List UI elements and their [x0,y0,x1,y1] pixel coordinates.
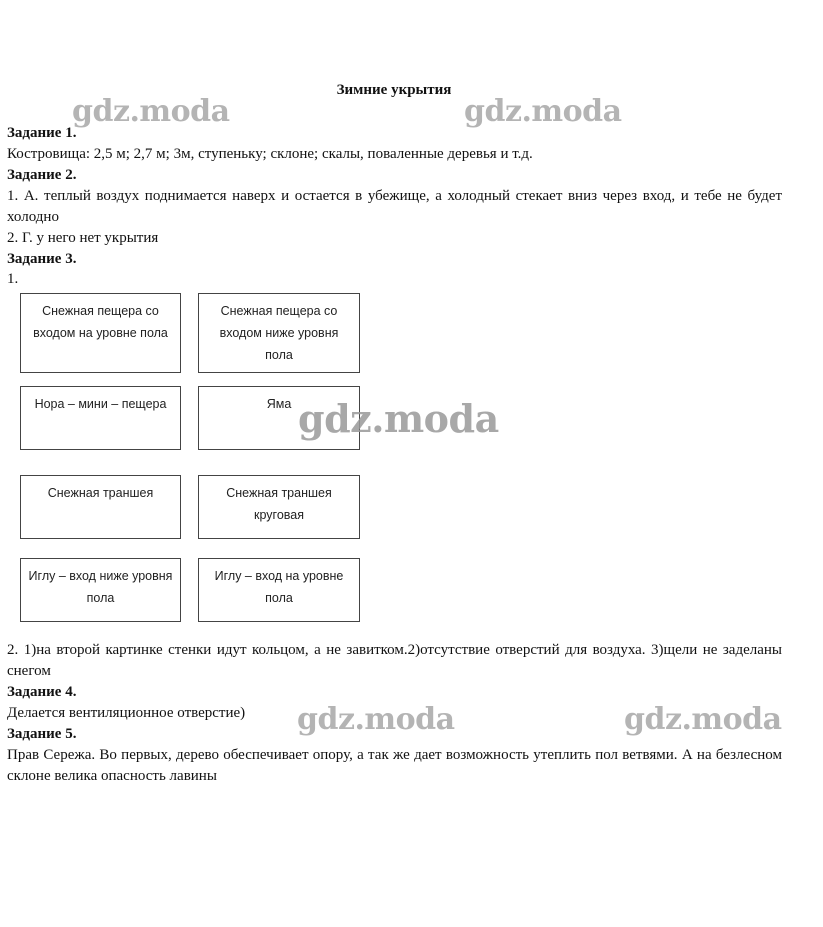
task2-answer1: 1. А. теплый воздух поднимается наверх и остается в убежище, а холодный стекает вниз через вход, и тебе не будет холодно [7,188,782,225]
shelter-box: Снежная траншея [20,475,181,539]
shelter-box: Снежная пещера со входом на уровне пола [20,293,181,373]
task4-heading: Задание 4. [7,684,77,700]
task5-text: Прав Сережа. Во первых, дерево обеспечивает опору, а так же дает возможность утеплить пол ветвями. А на безлесном склоне велика опасность лавины [7,747,782,784]
shelter-box: Снежная пещера со входом ниже уровня пола [198,293,360,373]
task3-part2: 2. 1)на второй картинке стенки идут кольцом, а не завитком.2)отсутствие отверстий для воздуха. 3)щели не заделаны снегом [7,642,782,679]
page-title: Зимние укрытия [336,82,452,98]
watermark-logo: gdz.moda [464,94,622,129]
task5-heading: Задание 5. [7,726,77,742]
task1-text: Костровища: 2,5 м; 2,7 м; 3м, ступеньку; склоне; скалы, поваленные деревья и т.д. [7,146,533,162]
watermark-logo: gdz.moda [72,94,230,129]
watermark-logo: gdz.moda [297,702,455,737]
shelter-box: Иглу – вход на уровне пола [198,558,360,622]
task1-heading: Задание 1. [7,125,77,141]
shelter-box: Снежная траншея круговая [198,475,360,539]
task3-part1: 1. [7,271,19,287]
watermark-logo: gdz.moda [624,702,782,737]
task4-text: Делается вентиляционное отверстие) [7,705,246,721]
watermark-logo: gdz.moda [298,396,499,441]
task2-answer2: 2. Г. у него нет укрытия [7,230,159,246]
shelter-box: Нора – мини – пещера [20,386,181,450]
shelter-box: Яма [198,386,360,450]
shelter-box: Иглу – вход ниже уровня пола [20,558,181,622]
task3-heading: Задание 3. [7,251,77,267]
task2-heading: Задание 2. [7,167,77,183]
